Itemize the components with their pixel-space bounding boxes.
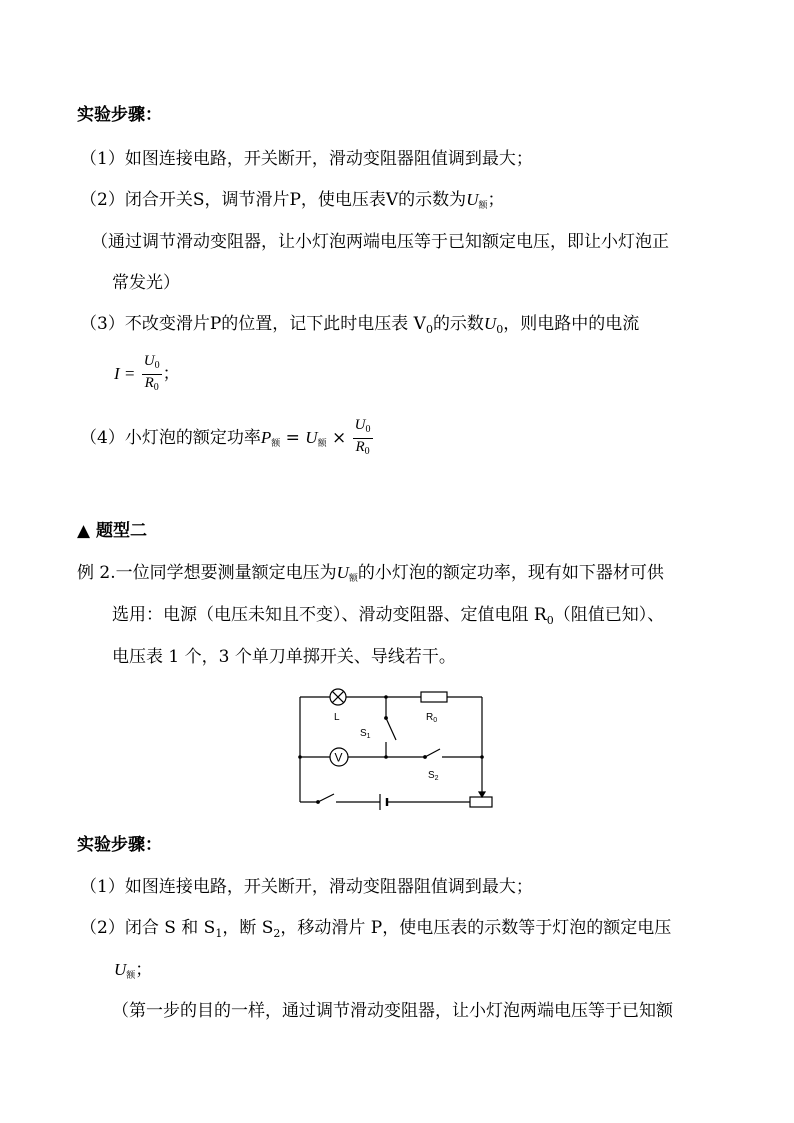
steps-heading-1: 实验步骤：	[77, 105, 162, 125]
junction-dot-mid	[384, 755, 388, 759]
switch-s1	[385, 717, 396, 740]
ex-u-sub: 额	[348, 574, 358, 584]
type-2-heading: ▲ 题型二	[77, 521, 147, 541]
step-2-b-cont	[114, 959, 152, 987]
r0-subscript: 0	[433, 717, 438, 724]
r0-resistor	[421, 692, 447, 702]
example-2-line-2	[112, 604, 664, 632]
s1-subscript: 1	[366, 733, 371, 740]
voltmeter-symbol	[330, 748, 348, 766]
u-sub: 额	[317, 439, 327, 449]
rheostat-symbol	[470, 792, 492, 807]
u-rated-var: U	[466, 190, 479, 209]
current-end: ；	[162, 364, 180, 384]
steps-heading-2: 实验步骤：	[77, 835, 162, 855]
u0-sub: 0	[496, 323, 504, 336]
s1-label	[360, 728, 371, 740]
current-fraction	[142, 353, 162, 396]
pfrac-den-sub: 0	[364, 446, 370, 457]
r0-letter: R	[426, 712, 434, 723]
pfrac-den: R	[355, 439, 365, 455]
step-2b-s1-sub: 1	[215, 927, 223, 940]
s1-letter: S	[360, 728, 367, 739]
frac-num-sub: 0	[154, 360, 160, 371]
ex2-a: 选用：电源（电压未知且不变）、滑动变阻器、定值电阻 R	[112, 605, 547, 625]
ex2-r0-sub: 0	[546, 614, 554, 627]
junction-dot-left	[298, 755, 302, 759]
step-3	[80, 313, 639, 341]
p-sub: 额	[271, 439, 281, 449]
note-1-cont: 常发光）	[112, 273, 180, 293]
u-rated-sub: 额	[478, 201, 488, 211]
step-3-text: （3）不改变滑片P的位置，记下此时电压表 V	[80, 314, 426, 334]
s2-letter: S	[428, 770, 435, 781]
u-var: U	[305, 428, 318, 447]
example-2	[77, 562, 664, 590]
step-3-end: ，则电路中的电流	[503, 314, 640, 334]
frac-num: U	[143, 353, 155, 369]
step-2-b	[80, 917, 671, 945]
battery-symbol	[380, 794, 387, 810]
step-2b-a: （2）闭合 S 和 S	[80, 918, 216, 938]
step-2-end: ；	[487, 190, 505, 210]
pfrac-num-sub: 0	[365, 424, 371, 435]
p-var: P	[260, 428, 272, 447]
step-2b-u-sub: 额	[126, 971, 136, 981]
power-fraction	[353, 417, 373, 460]
step-2b-s2-sub: 2	[273, 927, 281, 940]
frac-den-sub: 0	[153, 382, 159, 393]
junction-dot-top	[384, 695, 388, 699]
ex-u-var: U	[336, 563, 349, 582]
voltmeter-label: V	[334, 750, 343, 765]
s2-subscript: 2	[434, 775, 439, 782]
step-1: （1）如图连接电路，开关断开，滑动变阻器阻值调到最大；	[80, 149, 533, 169]
r0-label	[426, 712, 437, 724]
example-2-end: 的小灯泡的额定功率，现有如下器材可供	[357, 563, 664, 583]
circuit-diagram	[290, 680, 510, 820]
step-2-text: （2）闭合开关S，调节滑片P，使电压表V的示数为	[80, 190, 467, 210]
step-2	[80, 189, 504, 217]
ex2-b: （阻值已知）、	[553, 605, 665, 625]
s2-label	[428, 770, 439, 782]
switch-s2	[424, 749, 440, 758]
frac-den: R	[144, 375, 154, 391]
note-2: （第一步的目的一样，通过调节滑动变阻器，让小灯泡两端电压等于已知额	[112, 1001, 673, 1021]
pfrac-num: U	[354, 417, 366, 433]
step-3-mid: 的示数	[432, 314, 484, 334]
u0-var: U	[483, 314, 497, 333]
step-2b-b: ，断 S	[222, 918, 274, 938]
current-formula	[114, 353, 180, 393]
example-2-line-3: 电压表 1 个，3 个单刀单掷开关、导线若干。	[112, 647, 456, 667]
note-1: （通过调节滑动变阻器，让小灯泡两端电压等于已知额定电压，即让小灯泡正	[91, 232, 669, 252]
v0-sub: 0	[425, 323, 433, 336]
step-4	[80, 417, 374, 457]
current-lhs: I =	[114, 364, 136, 383]
switch-main	[317, 794, 334, 803]
step-2b-c: ，移动滑片 P，使电压表的示数等于灯泡的额定电压	[280, 918, 672, 938]
example-2-text: 例 2.一位同学想要测量额定电压为	[77, 563, 337, 583]
step-4-text: （4）小灯泡的额定功率	[80, 428, 261, 448]
p-eq: =	[280, 428, 306, 448]
step-2b-u-var: U	[114, 960, 127, 979]
lamp-symbol	[330, 689, 346, 705]
times-sign: ×	[326, 428, 352, 448]
step-2b-end: ；	[135, 960, 153, 980]
junction-dot-right	[480, 755, 484, 759]
lamp-label: L	[334, 712, 340, 723]
step-1-b: （1）如图连接电路，开关断开，滑动变阻器阻值调到最大；	[80, 877, 533, 897]
